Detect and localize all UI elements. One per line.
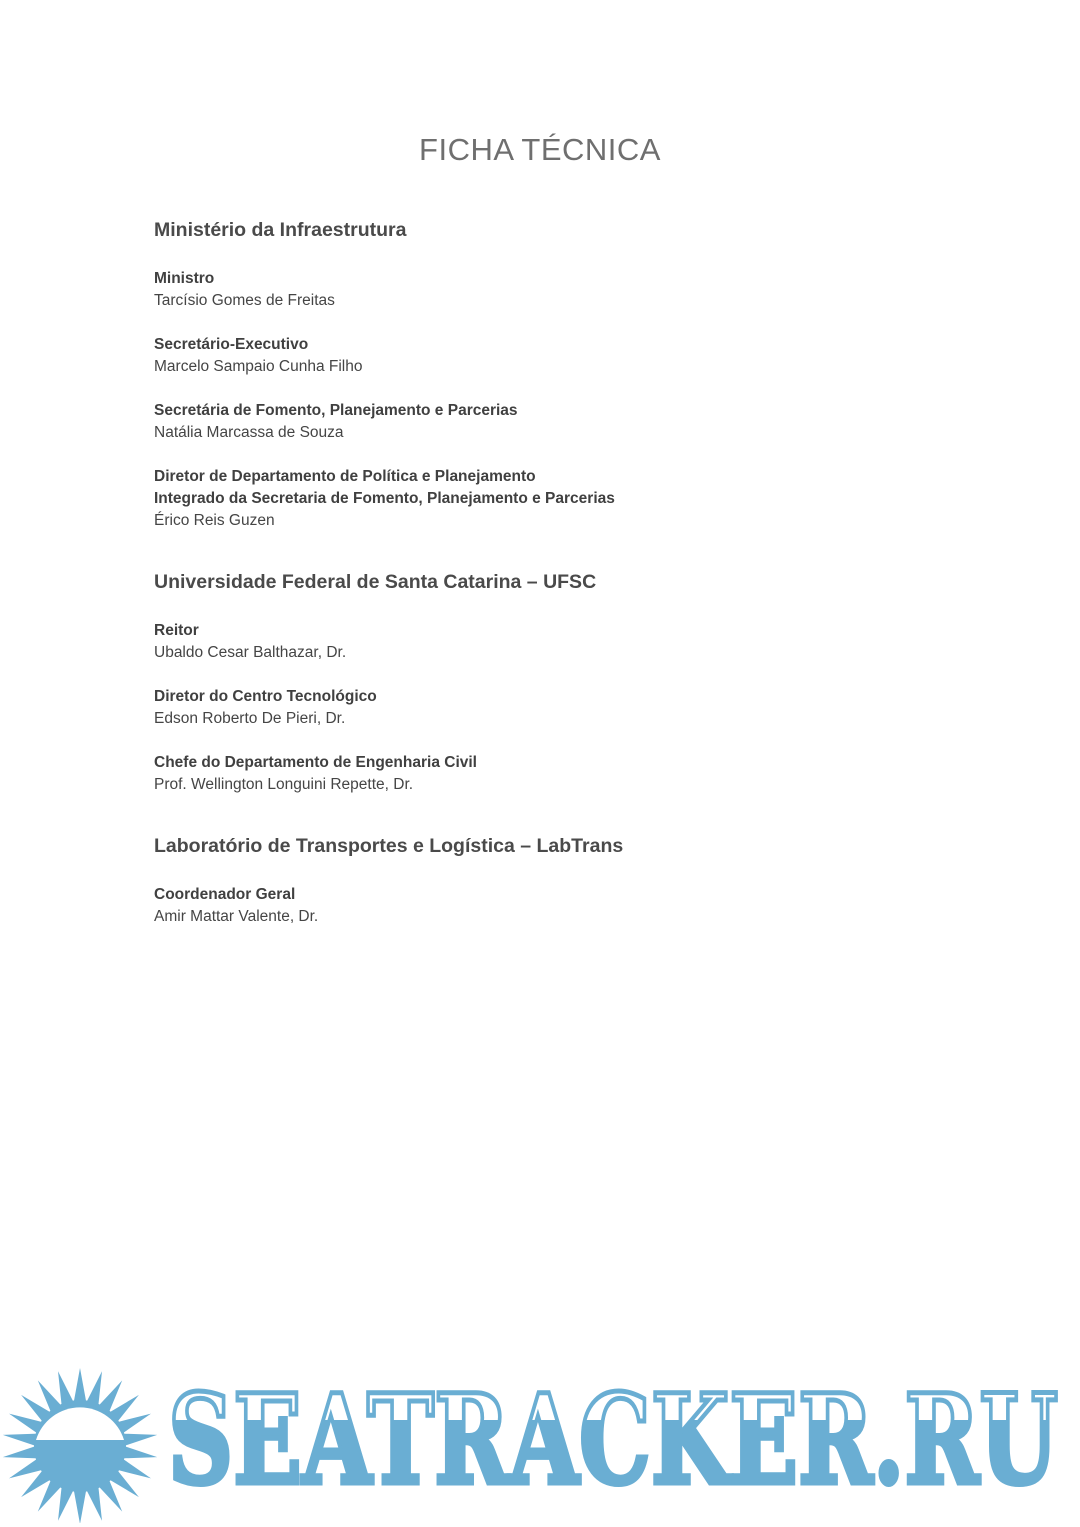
role-label: Coordenador Geral: [154, 886, 296, 903]
person-name: Amir Mattar Valente, Dr.: [154, 908, 319, 925]
section-heading: Universidade Federal de Santa Catarina – UFSC: [154, 571, 597, 593]
role-label-continued: Integrado da Secretaria de Fomento, Planejamento e Parcerias: [154, 490, 615, 507]
watermark-logo-text: [168, 1368, 1068, 1498]
person-name: Marcelo Sampaio Cunha Filho: [154, 358, 363, 375]
role-label: Chefe do Departamento de Engenharia Civil: [154, 754, 477, 771]
person-name: Érico Reis Guzen: [154, 512, 275, 529]
role-label: Diretor de Departamento de Política e Planejamento: [154, 468, 536, 485]
section-ufsc: [154, 568, 914, 796]
role-label: Reitor: [154, 622, 199, 639]
watermark-text: SEATRACKER.RU: [168, 1368, 1058, 1498]
entry-chefe-departamento: [154, 752, 914, 796]
role-label: Ministro: [154, 270, 215, 287]
role-label: Secretária de Fomento, Planejamento e Parcerias: [154, 402, 518, 419]
person-name: Prof. Wellington Longuini Repette, Dr.: [154, 776, 414, 793]
page-title: FICHA TÉCNICA: [419, 132, 661, 167]
watermark: [0, 1368, 1080, 1527]
person-name: Ubaldo Cesar Balthazar, Dr.: [154, 644, 347, 661]
sun-icon: [0, 1368, 160, 1523]
entry-diretor-centro: [154, 686, 914, 730]
role-label: Secretário-Executivo: [154, 336, 309, 353]
entry-secretario-executivo: [154, 334, 914, 378]
entry-coordenador: [154, 884, 914, 928]
section-heading: Laboratório de Transportes e Logística – LabTrans: [154, 835, 624, 857]
entry-reitor: [154, 620, 914, 664]
entry-secretaria-fomento: [154, 400, 914, 444]
section-labtrans: [154, 832, 914, 928]
person-name: Edson Roberto De Pieri, Dr.: [154, 710, 346, 727]
section-ministerio: [154, 216, 914, 532]
entry-diretor-politica: [154, 466, 914, 532]
role-label: Diretor do Centro Tecnológico: [154, 688, 377, 705]
section-heading: Ministério da Infraestrutura: [154, 219, 407, 241]
document-body: [154, 216, 914, 928]
entry-ministro: [154, 268, 914, 312]
person-name: Tarcísio Gomes de Freitas: [154, 292, 335, 309]
person-name: Natália Marcassa de Souza: [154, 424, 344, 441]
